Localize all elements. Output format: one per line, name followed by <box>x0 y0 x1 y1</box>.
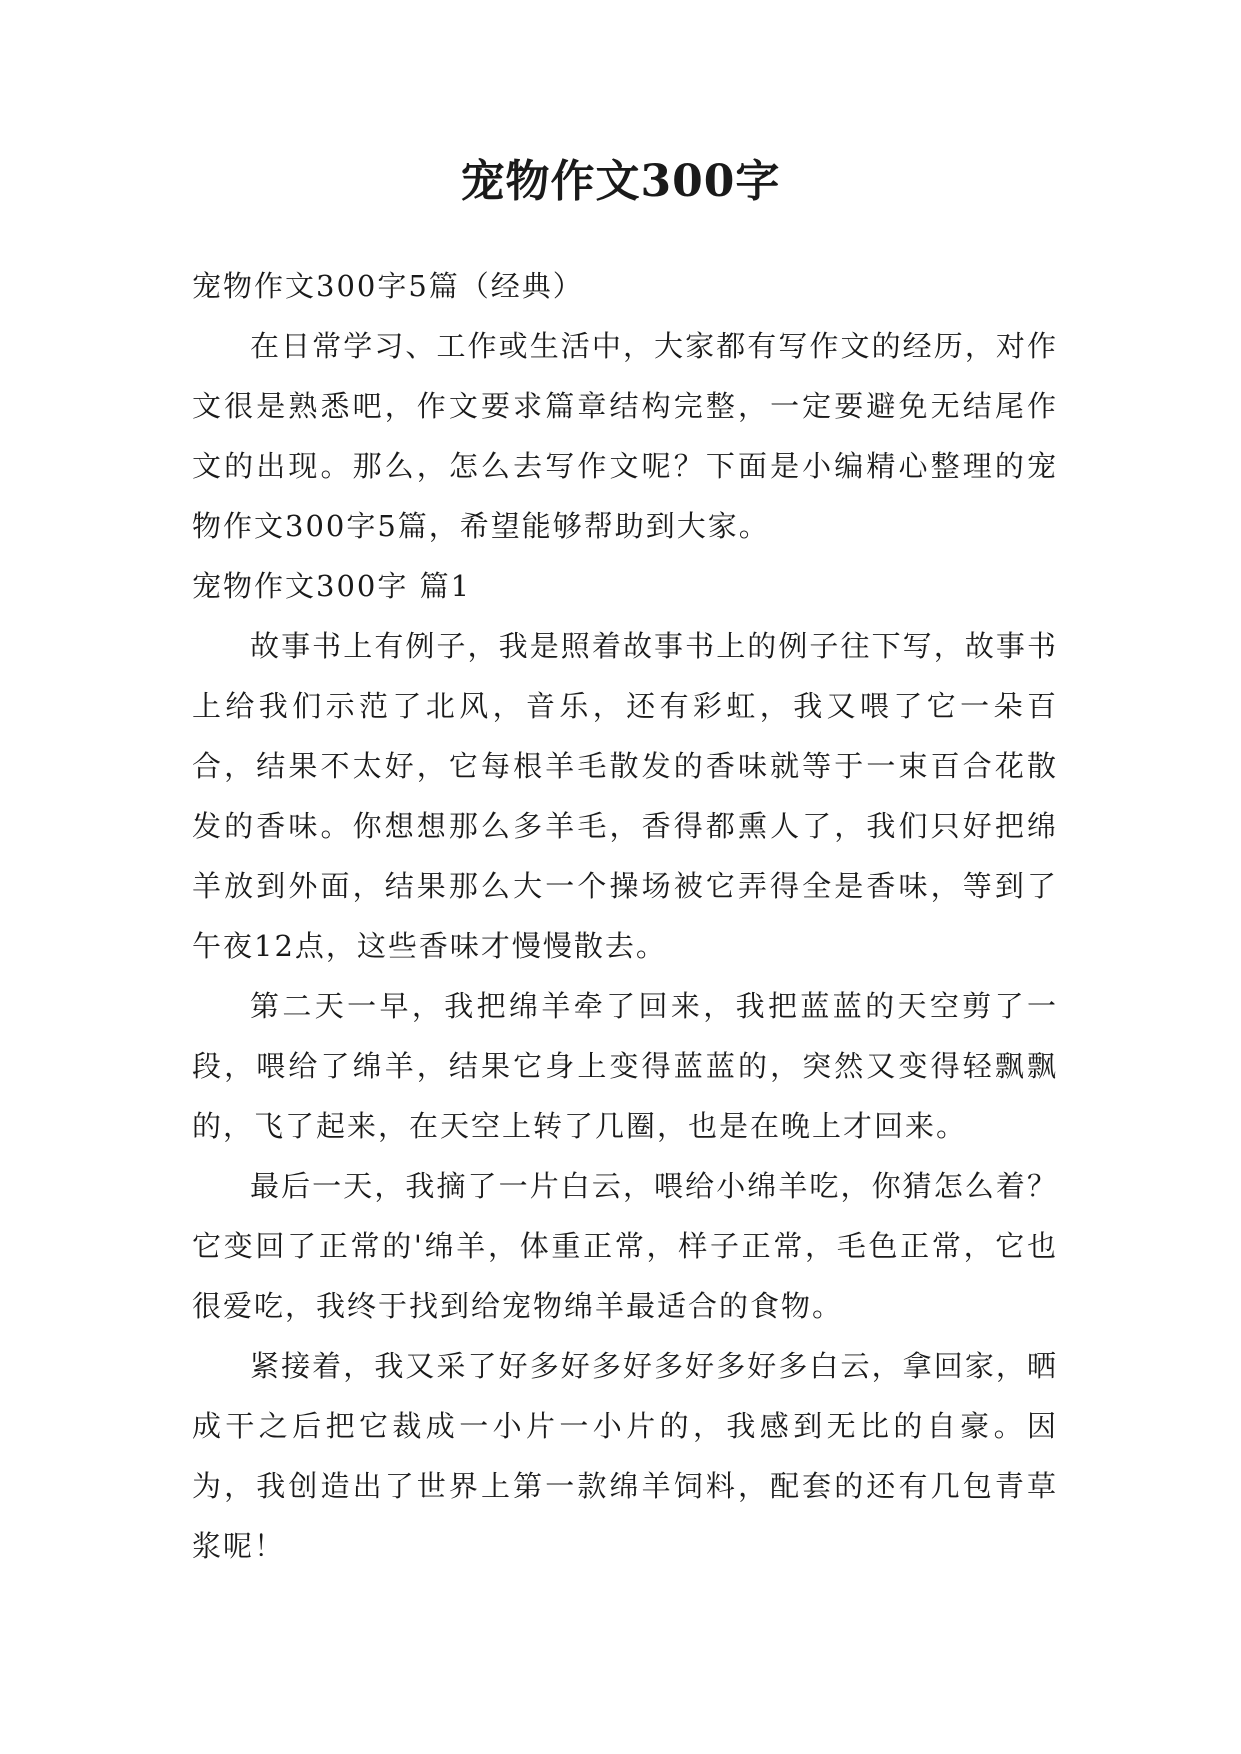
document-body <box>192 256 1058 1576</box>
document-subtitle: 宠物作文300字5篇（经典） <box>192 269 584 303</box>
section-heading: 宠物作文300字 篇1 <box>192 569 472 603</box>
body-paragraph: 紧接着，我又采了好多好多好多好多好多白云，拿回家，晒成干之后把它裁成一小片一小片的，我感到无比的自豪。因为，我创造出了世界上第一款绵羊饲料，配套的还有几包青草浆呢！ <box>192 1349 1058 1563</box>
document-title: 宠物作文300字 <box>460 156 781 207</box>
body-paragraph: 第二天一早，我把绵羊牵了回来，我把蓝蓝的天空剪了一段，喂给了绵羊，结果它身上变得蓝蓝的，突然又变得轻飘飘的，飞了起来，在天空上转了几圈，也是在晚上才回来。 <box>192 989 1058 1143</box>
body-paragraph: 故事书上有例子，我是照着故事书上的例子往下写，故事书上给我们示范了北风，音乐，还有彩虹，我又喂了它一朵百合，结果不太好，它每根羊毛散发的香味就等于一束百合花散发的香味。你想想那么多羊毛，香得都熏人了，我们只好把绵羊放到外面，结果那么大一个操场被它弄得全是香味，等到了午夜12点，这些香味才慢慢散去。 <box>192 629 1058 963</box>
intro-paragraph: 在日常学习、工作或生活中，大家都有写作文的经历，对作文很是熟悉吧，作文要求篇章结构完整，一定要避免无结尾作文的出现。那么，怎么去写作文呢？下面是小编精心整理的宠物作文300字5篇，希望能够帮助到大家。 <box>192 329 1058 543</box>
body-paragraph: 最后一天，我摘了一片白云，喂给小绵羊吃，你猜怎么着？它变回了正常的'绵羊，体重正常，样子正常，毛色正常，它也很爱吃，我终于找到给宠物绵羊最适合的食物。 <box>192 1169 1058 1323</box>
